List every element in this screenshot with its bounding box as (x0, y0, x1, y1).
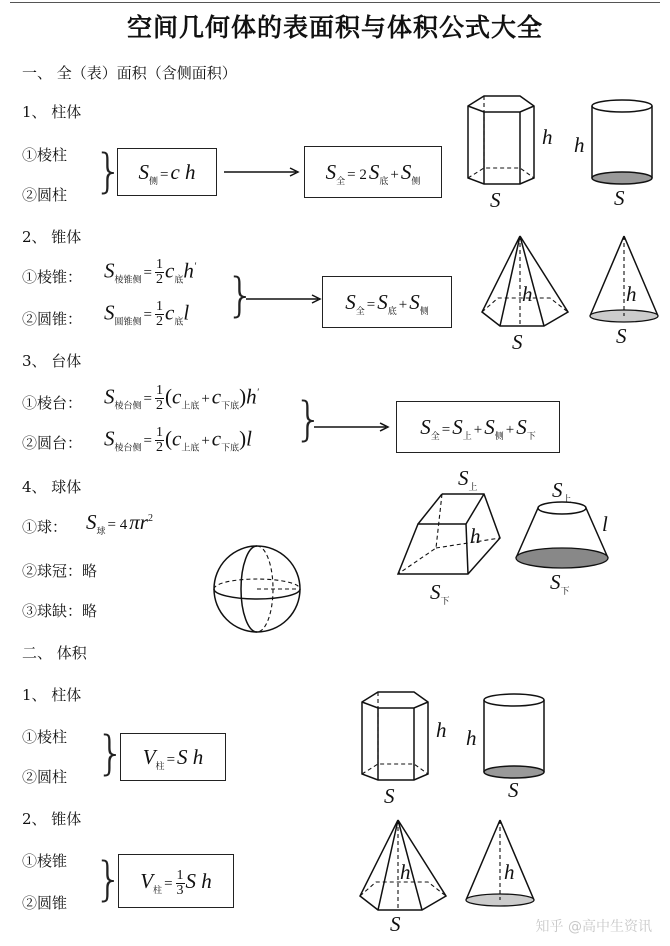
s1-sphere-item2: ②球冠：略 (22, 562, 98, 580)
s1-sphere-item3: ③球缺：略 (22, 602, 98, 620)
s2-cylinder-h-label: h (466, 726, 477, 750)
s1-prism-lateral-formula: $S_侧 =c$ h (117, 148, 217, 196)
cone-icon (462, 816, 542, 912)
arrow-icon (222, 165, 302, 179)
s1-cone-S-label: S (616, 324, 627, 348)
s1-cylinder-S-label: S (614, 186, 625, 210)
section2-heading: 二、 体积 (22, 644, 87, 662)
arrow-icon (244, 292, 324, 306)
s1-prism-item1: ①棱柱 (22, 146, 68, 164)
s1-sphere-item1: ①球： (22, 518, 68, 536)
s2-cone-heading: 2、 锥体 (22, 810, 82, 828)
s1-frustum-formula1: $S_{棱台侧}$ = $\frac{1}{2}$ $(c_{上底} +c_{下底})h'$ (104, 383, 259, 413)
truncated-cone-icon (512, 496, 612, 576)
s2-cone-h-label: h (504, 860, 515, 884)
prismatoid-frustum-icon (392, 488, 508, 580)
cylinder-icon (588, 96, 660, 190)
brace-icon: } (226, 268, 256, 322)
s1-frustum-Sup-label: $S_上$ (458, 466, 478, 493)
s1-frustum-formula2: $S_{棱台侧}$ = $\frac{1}{2}$ $(c_{上底} +c_{下底})l$ (104, 425, 252, 455)
s1-sphere-heading: 4、 球体 (22, 478, 82, 496)
s1-pyramid-S-label: S (512, 330, 523, 354)
s2-prism-S-label: S (384, 784, 395, 808)
arrow-icon (312, 420, 392, 434)
s1-prism-S-label: S (490, 188, 501, 212)
s1-cone-formula2: $S_{圆锥侧}$ = $\frac{1}{2}$ $c_底l$ (104, 299, 190, 329)
s2-prism-item2: ②圆柱 (22, 768, 68, 786)
watermark: 知乎 @高中生资讯 (535, 919, 652, 935)
s1-prism-heading: 1、 柱体 (22, 103, 82, 121)
s1-prism-total-formula: $S_全 = 2S_底 +S_侧$ (304, 146, 442, 198)
section1-heading: 一、 全（表）面积（含侧面积） (22, 64, 237, 82)
s1-frustum-h-label: h (470, 524, 481, 548)
s1-cone-h-label: h (626, 282, 637, 306)
s1-cylinder-h-label: h (574, 133, 585, 157)
cone-icon (586, 232, 666, 328)
s2-cone-item2: ②圆锥 (22, 894, 68, 912)
page-title: 空间几何体的表面积与体积公式大全 (126, 13, 543, 42)
s1-prism-h-label: h (542, 125, 553, 149)
s1-frustum-item2: ②圆台： (22, 434, 83, 452)
hexagonal-prism-icon (462, 92, 542, 188)
s2-cone-item1: ①棱锥 (22, 852, 68, 870)
s1-frustum-Sdown-label: $S_下$ (430, 580, 450, 607)
s1-cone-item2: ②圆锥： (22, 310, 83, 328)
s1-cone-frustum-Sdown-label: $S_下$ (550, 570, 570, 597)
brace-icon: } (94, 144, 124, 198)
s1-cone-frustum-Sup-label: $S_上$ (552, 478, 572, 505)
cylinder-icon (480, 690, 552, 784)
s1-frustum-total-formula: $S_全 =S_上 +S_侧 +S_下$ (396, 401, 560, 453)
brace-icon: } (94, 852, 124, 906)
s2-prism-heading: 1、 柱体 (22, 686, 82, 704)
s1-cone-formula1: $S_{棱锥侧}$ = $\frac{1}{2}$ $c_底h'$ (104, 257, 197, 287)
s1-pyramid-h-label: h (522, 282, 533, 306)
s1-cone-total-formula: $S_全 =S_底 +S_侧$ (322, 276, 452, 328)
s1-cone-frustum-l-label: l (602, 512, 608, 536)
s1-cone-item1: ①棱锥： (22, 268, 83, 286)
s1-frustum-heading: 3、 台体 (22, 352, 82, 370)
s2-cone-formula: $V_柱$ = $\frac{1}{3}$ S h (118, 854, 234, 908)
sphere-icon (210, 542, 304, 636)
top-rule (10, 2, 660, 3)
s2-pyramid-h-label: h (400, 860, 411, 884)
s1-frustum-item1: ①棱台： (22, 394, 83, 412)
s2-prism-h-label: h (436, 718, 447, 742)
s2-prism-formula: $V_柱 =S$ h (120, 733, 226, 781)
brace-icon: } (294, 392, 324, 446)
s1-prism-item2: ②圆柱 (22, 186, 68, 204)
s2-pyramid-S-label: S (390, 912, 401, 936)
hexagonal-prism-icon (356, 688, 436, 784)
s1-sphere-formula: $S_球 = 4\pi r^2$ (86, 510, 153, 538)
s2-prism-item1: ①棱柱 (22, 728, 68, 746)
s1-cone-heading: 2、 锥体 (22, 228, 82, 246)
brace-icon: } (96, 726, 126, 780)
s2-cylinder-S-label: S (508, 778, 519, 802)
